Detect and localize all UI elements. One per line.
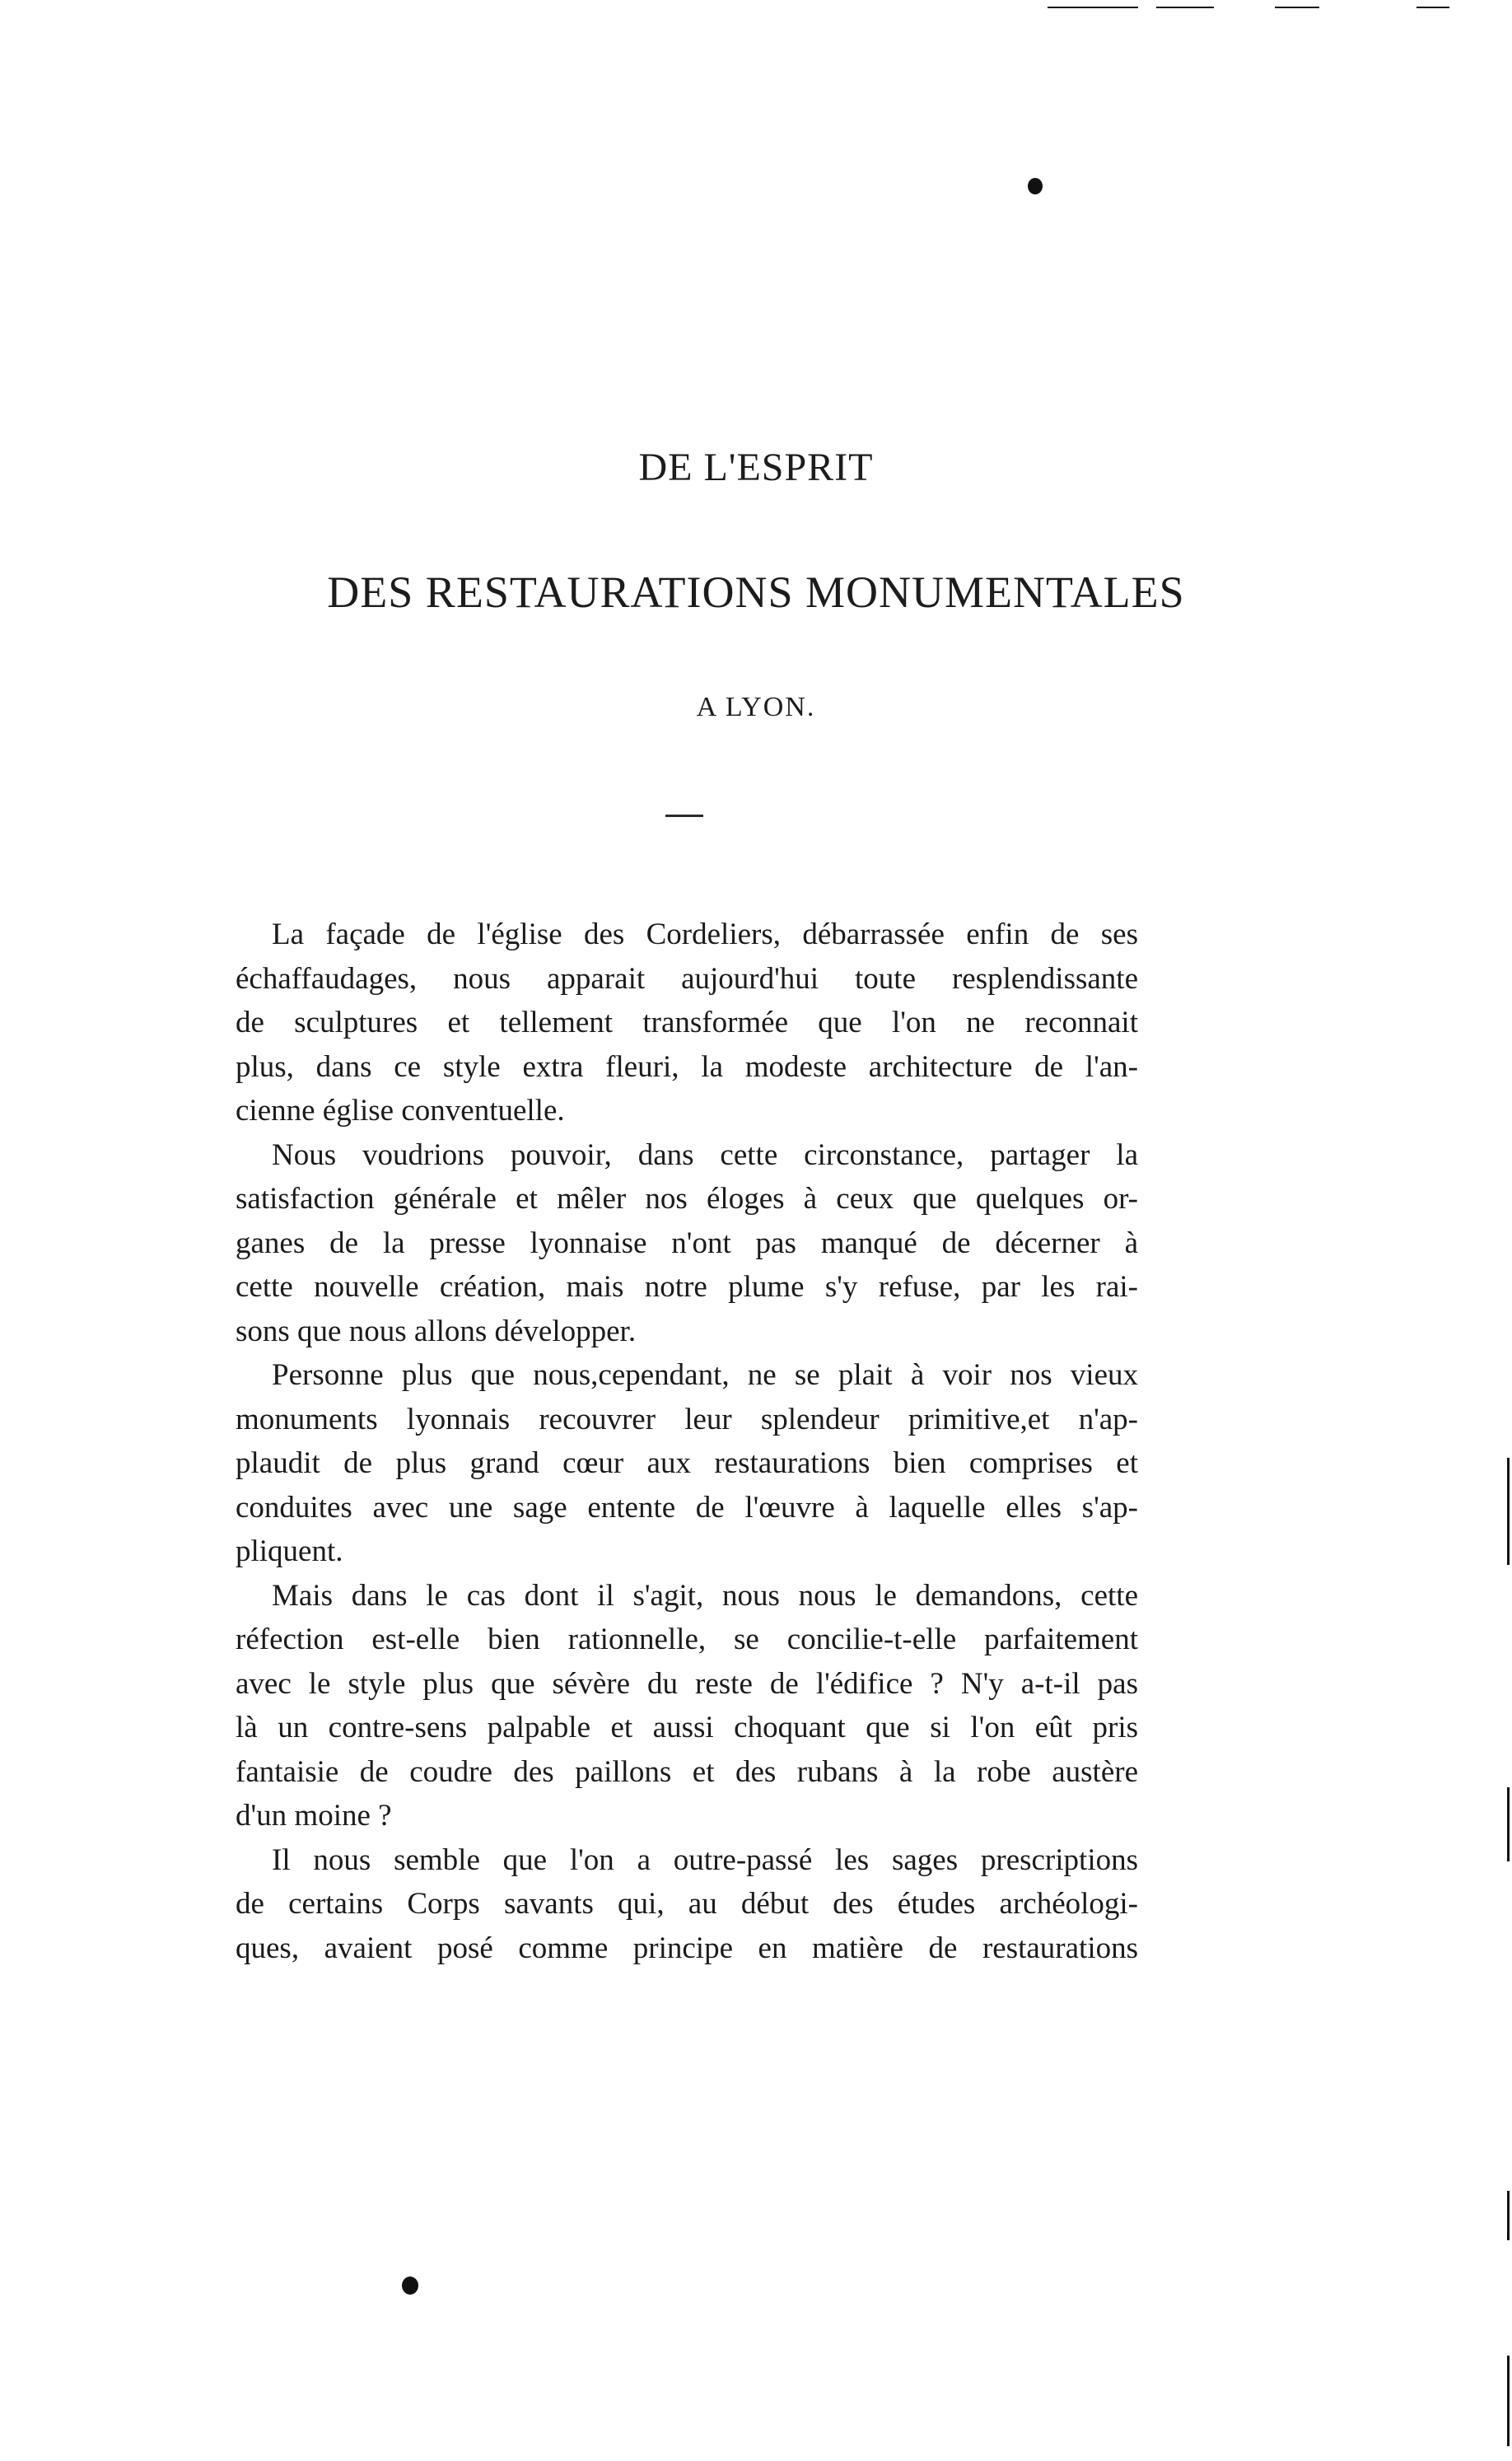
text-line: Il nous semble que l'on a outre-passé les sages prescriptions bbox=[272, 1842, 1138, 1877]
text-line: fantaisie de coudre des paillons et des rubans à la robe austère bbox=[236, 1754, 1138, 1789]
text-line: ganes de la presse lyonnaise n'ont pas manqué de décerner à bbox=[236, 1226, 1138, 1260]
text-line: monuments lyonnais recouvrer leur splendeur primitive,et n'ap- bbox=[236, 1402, 1138, 1436]
title-divider bbox=[665, 815, 703, 817]
paragraph-3 bbox=[236, 1353, 1138, 1574]
text-line: plus, dans ce style extra fleuri, la modeste architecture de l'an- bbox=[236, 1049, 1138, 1084]
text-line: cienne église conventuelle. bbox=[236, 1094, 565, 1128]
text-line: avec le style plus que sévère du reste de l'édifice ? N'y a-t-il pas bbox=[236, 1666, 1138, 1701]
text-line: ques, avaient posé comme principe en matière de restaurations bbox=[236, 1931, 1138, 1965]
text-line: Personne plus que nous,cependant, ne se plait à voir nos vieux bbox=[272, 1358, 1138, 1392]
ink-speck bbox=[1028, 178, 1043, 194]
text-line: satisfaction générale et mêler nos éloges à ceux que quelques or- bbox=[236, 1182, 1138, 1216]
title-line-3: A LYON. bbox=[696, 692, 816, 722]
text-line: La façade de l'église des Cordeliers, débarrassée enfin de ses bbox=[272, 918, 1138, 951]
scan-mark-top bbox=[1416, 7, 1449, 8]
text-line: là un contre-sens palpable et aussi choquant que si l'on eût pris bbox=[236, 1711, 1138, 1744]
scan-mark-top bbox=[1156, 7, 1214, 8]
text-line: plaudit de plus grand cœur aux restaurations bien comprises et bbox=[236, 1446, 1138, 1480]
scan-mark-top bbox=[1048, 7, 1138, 8]
scan-mark-right bbox=[1507, 2356, 1510, 2446]
text-line: Mais dans le cas dont il s'agit, nous nous le demandons, cette bbox=[272, 1578, 1138, 1613]
ink-speck bbox=[402, 2277, 418, 2295]
title-line-2: DES RESTAURATIONS MONUMENTALES bbox=[327, 567, 1185, 617]
text-line: Nous voudrions pouvoir, dans cette circonstance, partager la bbox=[272, 1137, 1138, 1172]
scan-mark-right bbox=[1507, 2191, 1510, 2240]
text-line: de certains Corps savants qui, au début des études archéologi- bbox=[236, 1887, 1138, 1921]
text-line: sons que nous allons développer. bbox=[236, 1314, 637, 1348]
body-text bbox=[236, 913, 1138, 1970]
scan-mark-top bbox=[1275, 7, 1319, 8]
text-line: réfection est-elle bien rationnelle, se concilie-t-elle parfaitement bbox=[236, 1623, 1138, 1656]
title-line-1: DE L'ESPRIT bbox=[638, 446, 874, 489]
paragraph-1 bbox=[236, 913, 1138, 1133]
text-line: pliquent. bbox=[236, 1534, 343, 1568]
text-line: d'un moine ? bbox=[236, 1799, 392, 1833]
paragraph-5 bbox=[236, 1838, 1138, 1971]
text-line: de sculptures et tellement transformée que l'on ne reconnait bbox=[236, 1006, 1138, 1039]
paragraph-2 bbox=[236, 1133, 1138, 1354]
scan-mark-right bbox=[1507, 1787, 1510, 1861]
text-line: cette nouvelle création, mais notre plume s'y refuse, par les rai- bbox=[236, 1270, 1138, 1304]
text-line: conduites avec une sage entente de l'œuvre à laquelle elles s'ap- bbox=[236, 1490, 1138, 1525]
scan-mark-right bbox=[1507, 1458, 1510, 1565]
paragraph-4 bbox=[236, 1574, 1138, 1838]
text-line: échaffaudages, nous apparait aujourd'hui toute resplendissante bbox=[236, 961, 1138, 996]
